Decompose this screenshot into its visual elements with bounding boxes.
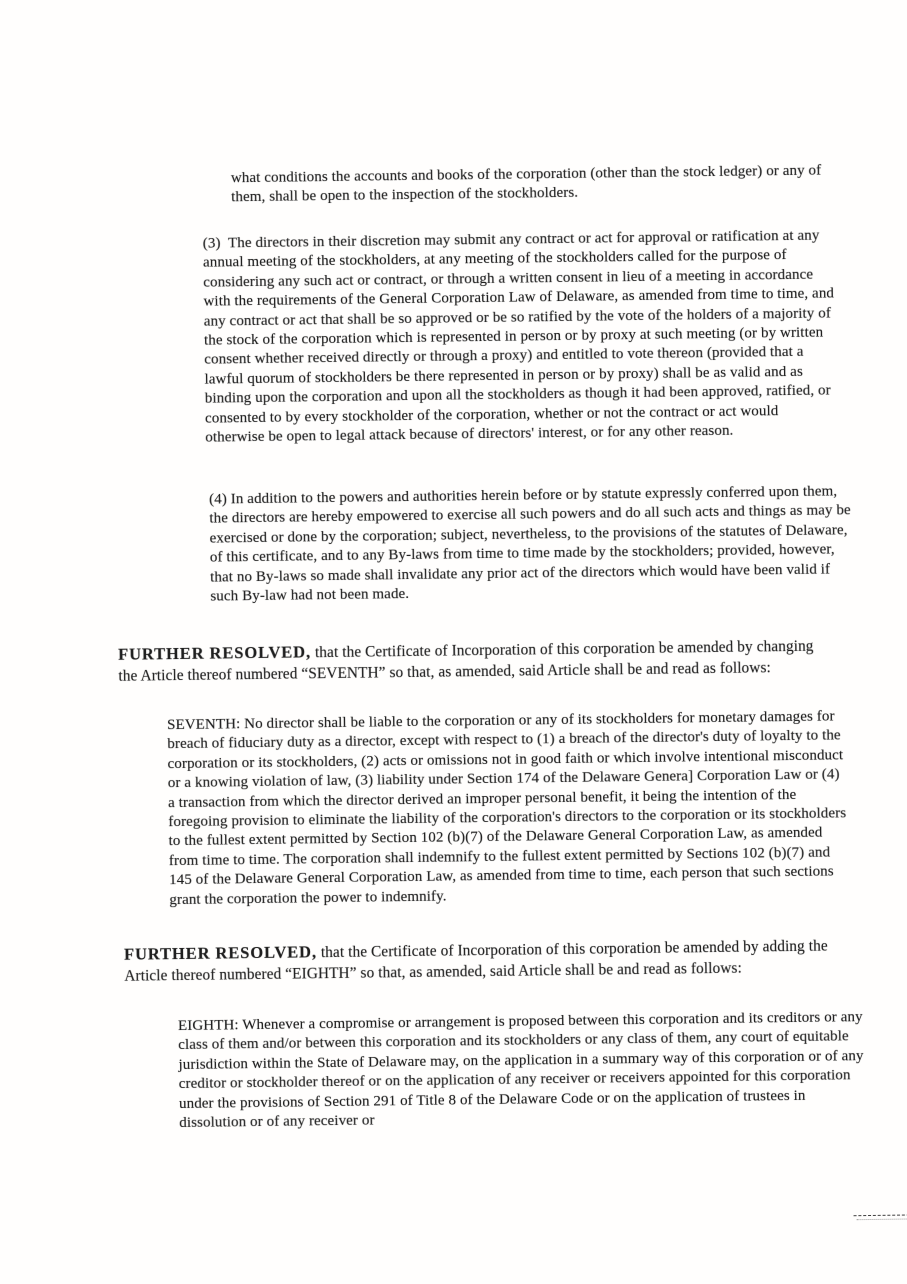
scan-artifact-dashed-line (854, 1214, 907, 1221)
further-resolved-body: that the Certificate of Incorporation of this corporation be amended by adding the Article thereof numbered “EIGHTH” so that, as amended, said Article shall be and read as follows: (124, 937, 831, 985)
paragraph-clause-3: (3) The directors in their discretion may submit any contract or act for approval or ratification at any annual meeting of the stockholders, at any meeting of the stockholders called for the purpose of considering any such act or contract, or through a written consent in lieu of a meeting in accordance with the requirements of the General Corporation Law of Delaware, as amended from time to time, and any contract or act that shall be so approved or be so ratified by the vote of the holders of a majority of the stock of the corporation which is represented in person or by proxy at such meeting (or by written consent whether received directly or through a proxy) and entitled to vote thereon (provided that a lawful quorum of stockholders be there represented in person or by proxy) shall be as valid and as binding upon the corporation and upon all the stockholders as though it had been approved, ratified, or consented to by every stockholder of the corporation, whether or not the contract or act would otherwise be open to legal attack because of directors' interest, or for any other reason. (202, 227, 838, 446)
paragraph-further-resolved-eighth (124, 934, 833, 986)
paragraph-article-seventh: SEVENTH: No director shall be liable to the corporation or any of its stockholders for monetary damages for breach of fiduciary duty as a director, except with respect to (1) a breach of the director's duty of loyalty to the corporation or its stockholders, (2) acts or omissions not in good faith or which involve intentional misconduct or a knowing violation of law, (3) liability under Section 174 of the Delaware Genera] Corporation Law or (4) a transaction from which the director derived an improper personal benefit, it being the intention of the foregoing provision to eliminate the liability of the corporation's directors to the corporation or its stockholders to the fullest extent permitted by Section 102 (b)(7) of the Delaware General Corporation Law, as amended from time to time. The corporation shall indemnify to the fullest extent permitted by Sections 102 (b)(7) and 145 of the Delaware General Corporation Law, as amended from time to time, each person that such sections grant the corporation the power to indemnify. (166, 708, 851, 908)
further-resolved-body: that the Certificate of Incorporation of this corporation be amended by changing the Article thereof numbered “SEVENTH” so that, as amended, said Article shall be and read as follows: (118, 637, 818, 685)
paragraph-clause-4: (4) In addition to the powers and authorities herein before or by statute expressly conferred upon them, the directors are hereby empowered to exercise all such powers and do all such acts and things as may be exercised or done by the corporation; subject, nevertheless, to the provisions of the statutes of Delaware, of this certificate, and to any By-laws from time to time made by the stockholders; provided, however, that no By-laws so made shall invalidate any prior act of the directors which would have been valid if such By-law had not been made. (209, 483, 855, 605)
further-resolved-lead: FURTHER RESOLVED, (123, 942, 318, 964)
scan-artifact-dash-dark (854, 1214, 907, 1216)
further-resolved-lead: FURTHER RESOLVED, (118, 642, 312, 664)
paragraph-clause-2-continuation: what conditions the accounts and books of the corporation (other than the stock ledger) or any of them, shall be open to the inspection of the stockholders. (230, 162, 826, 206)
paragraph-article-eighth: EIGHTH: Whenever a compromise or arrangement is proposed between this corporation and its creditors or any class of them and/or between this corporation and its stockholders or any class of them, any court of equitable jurisdiction within the State of Delaware may, on the application in a summary way of this corporation or of any creditor or stockholder thereof or on the application of any receiver or receivers appointed for this corporation under the provisions of Section 291 of Title 8 of the Delaware Code or on the application of trustees in dissolution or of any receiver or (177, 1009, 868, 1132)
scan-artifact-dash-light (857, 1218, 907, 1220)
paragraph-further-resolved-seventh (118, 635, 827, 687)
